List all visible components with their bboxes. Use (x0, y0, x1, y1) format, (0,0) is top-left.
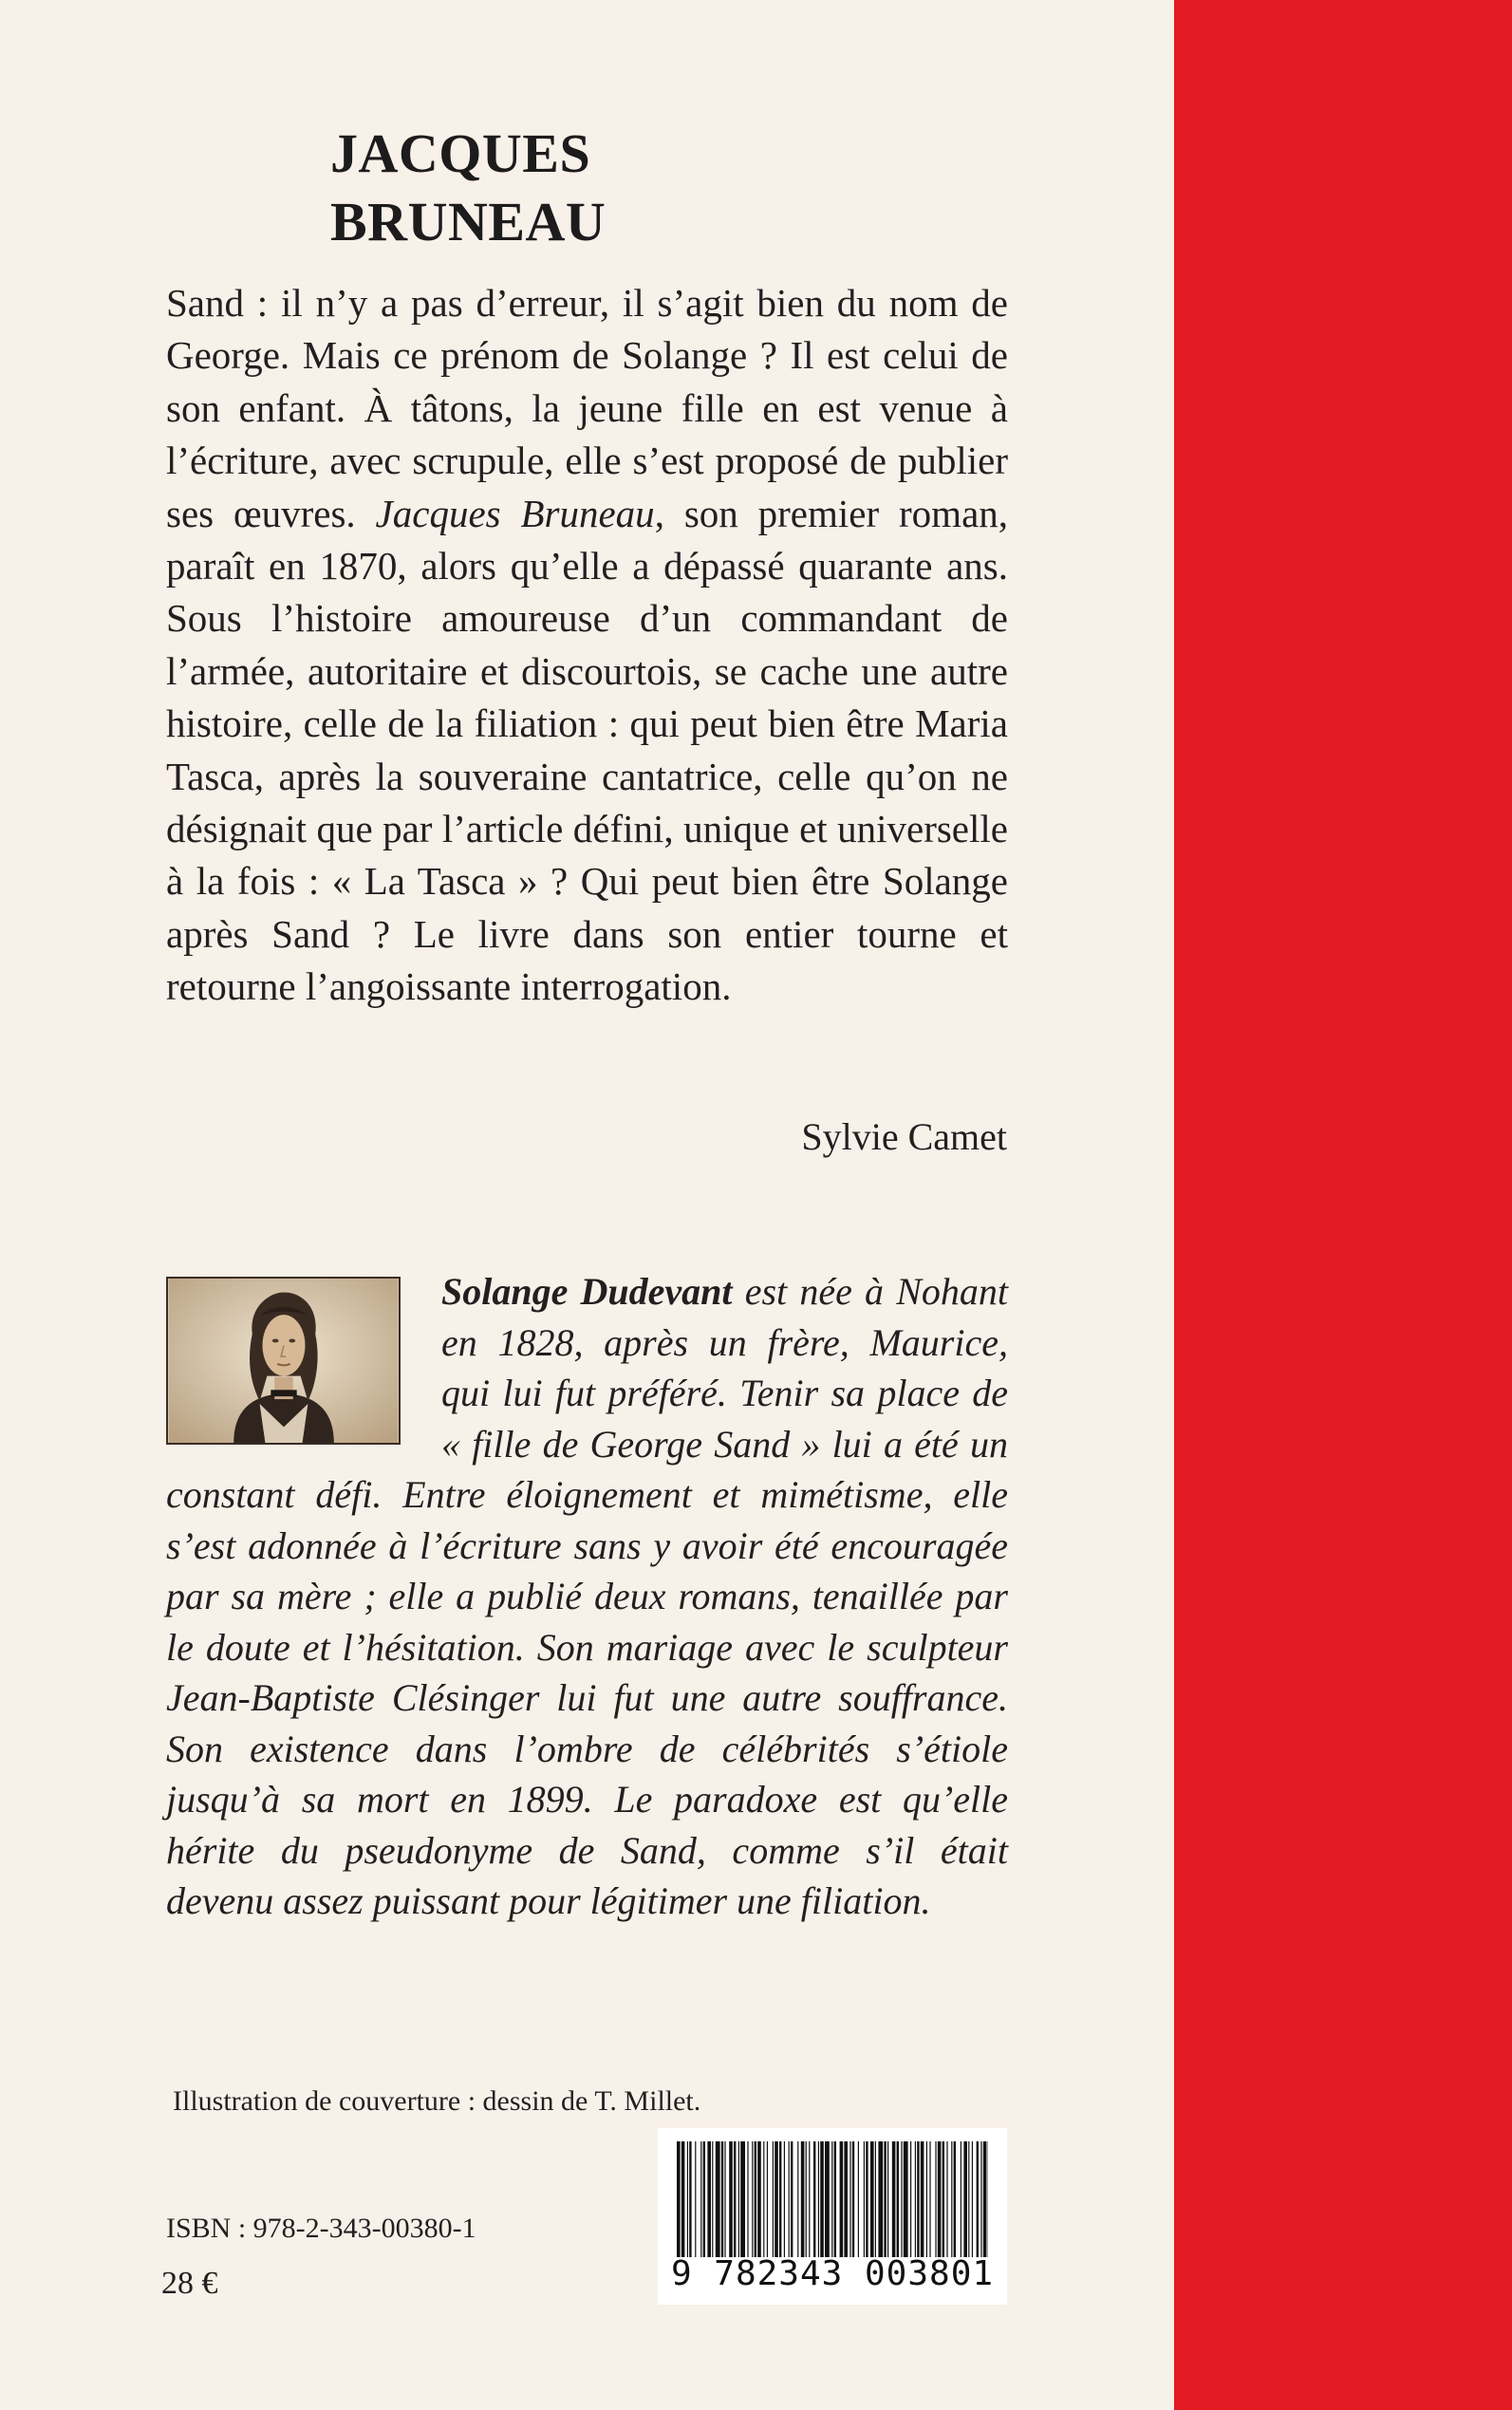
blurb-signature: Sylvie Camet (801, 1115, 1007, 1158)
barcode-bar (831, 2141, 832, 2257)
barcode-bar (904, 2141, 908, 2257)
barcode-bar (809, 2141, 810, 2257)
barcode-bar (773, 2141, 774, 2257)
barcode-bar (825, 2141, 830, 2257)
author-name: Solange Dudevant (441, 1270, 733, 1313)
blurb-italic-title: Jacques Bruneau (375, 491, 655, 535)
barcode-bar (716, 2141, 720, 2257)
red-side-band (1174, 0, 1512, 2410)
barcode-bar (695, 2141, 696, 2257)
portrait-text-wrap-spacer (166, 1266, 441, 1456)
barcode-bar (801, 2141, 805, 2257)
barcode-bar (806, 2141, 807, 2257)
barcode-bar (791, 2141, 793, 2257)
barcode-bar (738, 2141, 739, 2257)
back-cover-blurb (166, 277, 1008, 1014)
barcode-bar (946, 2141, 947, 2257)
barcode-bar (834, 2141, 836, 2257)
barcode-bar (901, 2141, 902, 2257)
barcode-bar (789, 2141, 790, 2257)
barcode-bar (972, 2141, 973, 2257)
barcode-bar (775, 2141, 778, 2257)
barcode-bar (910, 2141, 911, 2257)
barcode-bar (977, 2141, 979, 2257)
barcode-bar (963, 2141, 967, 2257)
barcode-bar (875, 2141, 876, 2257)
barcode-bar (700, 2141, 701, 2257)
barcode-bar (935, 2141, 936, 2257)
barcode-bar (840, 2141, 844, 2257)
barcode-bar (926, 2141, 927, 2257)
barcode-bar (797, 2141, 798, 2257)
barcode-bar (747, 2141, 748, 2257)
barcode-bar (820, 2141, 824, 2257)
barcode-bar (897, 2141, 899, 2257)
barcode-bar (687, 2141, 688, 2257)
barcode-bar (681, 2141, 685, 2257)
barcode-bar (734, 2141, 736, 2257)
barcode-bar (755, 2141, 756, 2257)
barcode (658, 2128, 1007, 2305)
barcode-bar (844, 2141, 848, 2257)
barcode-bar (712, 2141, 713, 2257)
barcode-bar (849, 2141, 850, 2257)
barcode-bar (884, 2141, 886, 2257)
barcode-bar (917, 2141, 919, 2257)
barcode-bar (703, 2141, 705, 2257)
barcode-bar (878, 2141, 883, 2257)
barcode-bar (729, 2141, 733, 2257)
isbn-label: ISBN : 978-2-343-00380-1 (166, 2213, 476, 2244)
barcode-bar (864, 2141, 865, 2257)
barcode-bar (752, 2141, 753, 2257)
barcode-bars (677, 2141, 988, 2257)
barcode-bar (724, 2141, 725, 2257)
author-bio-text: est née à Nohant en 1828, après un frère, Maurice, qui lui fut préféré. Tenir sa place de « fille de George Sand » lui a été un constant défi. Entre éloignement et mimétisme, elle s’est adonnée à l’écriture sans y avoir été encouragée par sa mère ; elle a publié deux romans, tenaillée par le doute et l’hésitation. Son mariage avec le sculpteur Jean-Baptiste Clésinger lui fut une autre souffrance. Son existence dans l’ombre de célébrités s’étiole jusqu’à sa mort en 1899. Le paradoxe est qu’elle hérite du pseudonyme de Sand, comme s’il était devenu assez puissant pour légitimer une filiation. (166, 1270, 1009, 1922)
barcode-bar (779, 2141, 781, 2257)
barcode-bar (915, 2141, 916, 2257)
barcode-bar (870, 2141, 874, 2257)
barcode-bar (951, 2141, 952, 2257)
barcode-bar (767, 2141, 768, 2257)
barcode-digits: 9 782343 003801 (670, 2254, 995, 2293)
barcode-bar (707, 2141, 711, 2257)
blurb-text-start: Sand : il n’y a pas d’erreur, il s’agit bien du nom de George. Mais ce prénom de Solange ? Il est celui de son enfant. À tâtons, la jeune fille en est venue à l’écriture, avec scrupule, elle s’est proposé de publier ses œuvres. (166, 281, 1008, 535)
barcode-bar (757, 2141, 761, 2257)
book-title: JACQUES BRUNEAU (330, 122, 607, 252)
barcode-bar (983, 2141, 987, 2257)
price-label: 28 € (161, 2266, 218, 2301)
barcode-bar (866, 2141, 868, 2257)
barcode-bar (818, 2141, 819, 2257)
barcode-bar (980, 2141, 981, 2257)
barcode-bar (677, 2141, 681, 2257)
barcode-bar (740, 2141, 745, 2257)
barcode-bar (892, 2141, 896, 2257)
author-bio (166, 1266, 1008, 1927)
barcode-bar (943, 2141, 944, 2257)
barcode-bar (938, 2141, 942, 2257)
barcode-bar (852, 2141, 854, 2257)
blurb-text-end: , son premier roman, paraît en 1870, alors qu’elle a dépassé quarante ans. Sous l’histoire amoureuse d’un commandant de l’armée, autoritaire et discourtois, se cache une autre histoire, celle de la filiation : qui peut bien être Maria Tasca, après la souveraine cantatrice, celle qu’on ne désignait que par l’article défini, unique et universelle à la fois : « La Tasca » ? Qui peut bien être Solange après Sand ? Le livre dans son entier tourne et retourne l’angoissante interrogation. (166, 491, 1009, 1009)
barcode-bar (689, 2141, 691, 2257)
barcode-bar (968, 2141, 969, 2257)
barcode-bar (921, 2141, 924, 2257)
barcode-bar (784, 2141, 785, 2257)
barcode-bar (858, 2141, 859, 2257)
barcode-bar (887, 2141, 888, 2257)
illustration-credit: Illustration de couverture : dessin de T. Millet. (173, 2085, 701, 2117)
barcode-bar (721, 2141, 723, 2257)
barcode-bar (954, 2141, 956, 2257)
barcode-bar (813, 2141, 815, 2257)
barcode-bar (763, 2141, 764, 2257)
barcode-bar (929, 2141, 930, 2257)
